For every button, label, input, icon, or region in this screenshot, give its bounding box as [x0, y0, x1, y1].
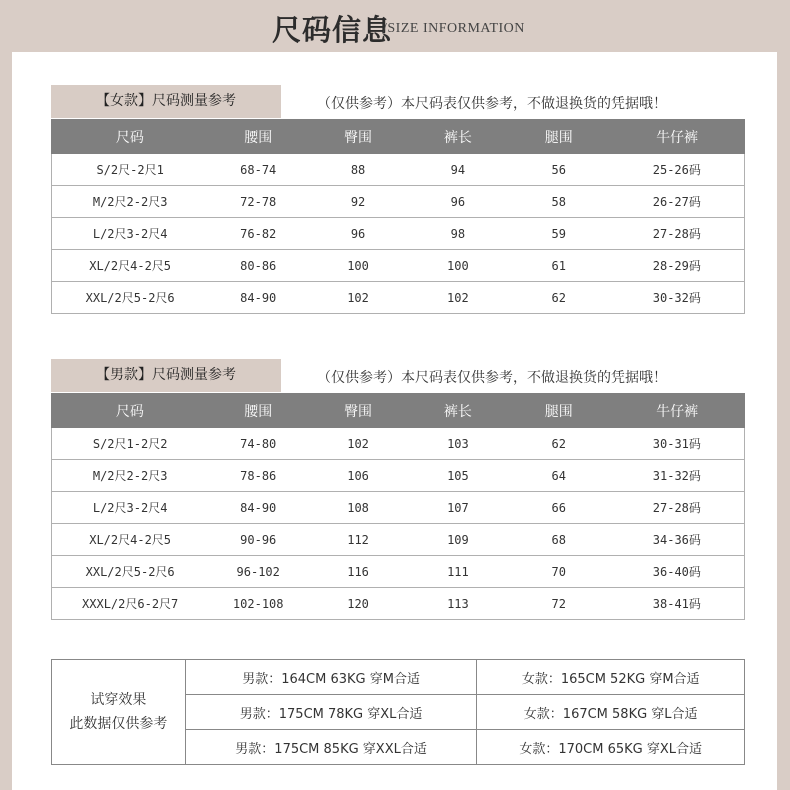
- fit-row: [52, 660, 745, 695]
- cell-thigh: 64: [508, 460, 610, 492]
- table-row: [52, 154, 745, 186]
- cell-waist: 74-80: [208, 428, 308, 460]
- cell-jeans: 31-32码: [610, 460, 745, 492]
- cell-waist: 76-82: [208, 218, 308, 250]
- fit-men-3: 男款：175CM 85KG 穿XXL合适: [185, 730, 477, 765]
- column-header-length: 裤长: [408, 394, 508, 428]
- cell-size: S/2尺1-2尺2: [52, 428, 209, 460]
- cell-thigh: 70: [508, 556, 610, 588]
- column-header-size: 尺码: [52, 394, 209, 428]
- cell-length: 109: [408, 524, 508, 556]
- cell-jeans: 30-32码: [610, 282, 745, 314]
- fit-men-1: 男款：164CM 63KG 穿M合适: [185, 660, 477, 695]
- cell-waist: 102-108: [208, 588, 308, 620]
- table-row: [52, 556, 745, 588]
- table-row: [52, 588, 745, 620]
- column-header-waist: 腰围: [208, 394, 308, 428]
- table-row: [52, 460, 745, 492]
- cell-length: 102: [408, 282, 508, 314]
- cell-thigh: 59: [508, 218, 610, 250]
- cell-waist: 96-102: [208, 556, 308, 588]
- cell-jeans: 36-40码: [610, 556, 745, 588]
- cell-hip: 102: [308, 282, 408, 314]
- fit-label-line2: 此数据仅供参考: [69, 716, 168, 732]
- cell-length: 103: [408, 428, 508, 460]
- table-row: [52, 282, 745, 314]
- table-row: [52, 186, 745, 218]
- men-rows: [52, 428, 745, 620]
- cell-size: M/2尺2-2尺3: [52, 186, 209, 218]
- cell-size: XXL/2尺5-2尺6: [52, 556, 209, 588]
- cell-thigh: 61: [508, 250, 610, 282]
- cell-size: XL/2尺4-2尺5: [52, 250, 209, 282]
- cell-size: M/2尺2-2尺3: [52, 460, 209, 492]
- cell-length: 94: [408, 154, 508, 186]
- cell-waist: 72-78: [208, 186, 308, 218]
- column-header-waist: 腰围: [208, 120, 308, 154]
- cell-hip: 108: [308, 492, 408, 524]
- cell-waist: 90-96: [208, 524, 308, 556]
- cell-jeans: 38-41码: [610, 588, 745, 620]
- cell-hip: 88: [308, 154, 408, 186]
- table-row: [52, 250, 745, 282]
- cell-hip: 96: [308, 218, 408, 250]
- cell-hip: 112: [308, 524, 408, 556]
- women-section-tab: 【女款】尺码测量参考: [51, 85, 281, 118]
- page-title: 尺码信息: [272, 13, 393, 47]
- men-size-table: [51, 393, 745, 620]
- cell-hip: 106: [308, 460, 408, 492]
- page-header: [0, 0, 790, 52]
- column-header-hip: 臀围: [308, 394, 408, 428]
- cell-thigh: 62: [508, 428, 610, 460]
- men-section-tab: 【男款】尺码测量参考: [51, 359, 281, 392]
- table-row: [52, 524, 745, 556]
- women-note: （仅供参考）本尺码表仅供参考，不做退换货的凭据哦！: [317, 96, 667, 112]
- cell-waist: 78-86: [208, 460, 308, 492]
- cell-thigh: 62: [508, 282, 610, 314]
- cell-jeans: 25-26码: [610, 154, 745, 186]
- cell-waist: 84-90: [208, 282, 308, 314]
- men-note: （仅供参考）本尺码表仅供参考，不做退换货的凭据哦！: [317, 370, 667, 386]
- fit-label: [52, 660, 186, 765]
- fit-women-3: 女款：170CM 65KG 穿XL合适: [477, 730, 745, 765]
- column-header-jeans: 牛仔裤: [610, 120, 745, 154]
- column-header-thigh: 腿围: [508, 120, 610, 154]
- page-subtitle: /SIZE INFORMATION: [383, 21, 525, 36]
- column-header-hip: 臀围: [308, 120, 408, 154]
- cell-length: 111: [408, 556, 508, 588]
- women-rows: [52, 154, 745, 314]
- fit-men-2: 男款：175CM 78KG 穿XL合适: [185, 695, 477, 730]
- cell-size: XL/2尺4-2尺5: [52, 524, 209, 556]
- women-size-table: [51, 119, 745, 314]
- content-panel: [12, 52, 777, 790]
- column-header-length: 裤长: [408, 120, 508, 154]
- table-row: [52, 492, 745, 524]
- cell-length: 113: [408, 588, 508, 620]
- cell-length: 96: [408, 186, 508, 218]
- cell-jeans: 26-27码: [610, 186, 745, 218]
- cell-length: 105: [408, 460, 508, 492]
- cell-jeans: 27-28码: [610, 218, 745, 250]
- column-header-size: 尺码: [52, 120, 209, 154]
- cell-thigh: 72: [508, 588, 610, 620]
- cell-thigh: 66: [508, 492, 610, 524]
- cell-hip: 100: [308, 250, 408, 282]
- cell-waist: 68-74: [208, 154, 308, 186]
- column-header-thigh: 腿围: [508, 394, 610, 428]
- cell-hip: 102: [308, 428, 408, 460]
- cell-size: S/2尺-2尺1: [52, 154, 209, 186]
- cell-waist: 84-90: [208, 492, 308, 524]
- cell-thigh: 68: [508, 524, 610, 556]
- cell-jeans: 34-36码: [610, 524, 745, 556]
- cell-thigh: 56: [508, 154, 610, 186]
- cell-hip: 92: [308, 186, 408, 218]
- cell-hip: 116: [308, 556, 408, 588]
- cell-jeans: 28-29码: [610, 250, 745, 282]
- fit-women-2: 女款：167CM 58KG 穿L合适: [477, 695, 745, 730]
- cell-size: L/2尺3-2尺4: [52, 492, 209, 524]
- cell-waist: 80-86: [208, 250, 308, 282]
- column-header-jeans: 牛仔裤: [610, 394, 745, 428]
- cell-size: XXXL/2尺6-2尺7: [52, 588, 209, 620]
- cell-jeans: 27-28码: [610, 492, 745, 524]
- cell-length: 98: [408, 218, 508, 250]
- fit-label-line1: 试穿效果: [90, 692, 147, 708]
- table-row: [52, 218, 745, 250]
- table-header-row: [52, 394, 745, 428]
- cell-hip: 120: [308, 588, 408, 620]
- cell-length: 107: [408, 492, 508, 524]
- fit-women-1: 女款：165CM 52KG 穿M合适: [477, 660, 745, 695]
- cell-thigh: 58: [508, 186, 610, 218]
- cell-jeans: 30-31码: [610, 428, 745, 460]
- table-header-row: [52, 120, 745, 154]
- cell-size: L/2尺3-2尺4: [52, 218, 209, 250]
- cell-length: 100: [408, 250, 508, 282]
- cell-size: XXL/2尺5-2尺6: [52, 282, 209, 314]
- table-row: [52, 428, 745, 460]
- fit-results-table: [51, 659, 745, 765]
